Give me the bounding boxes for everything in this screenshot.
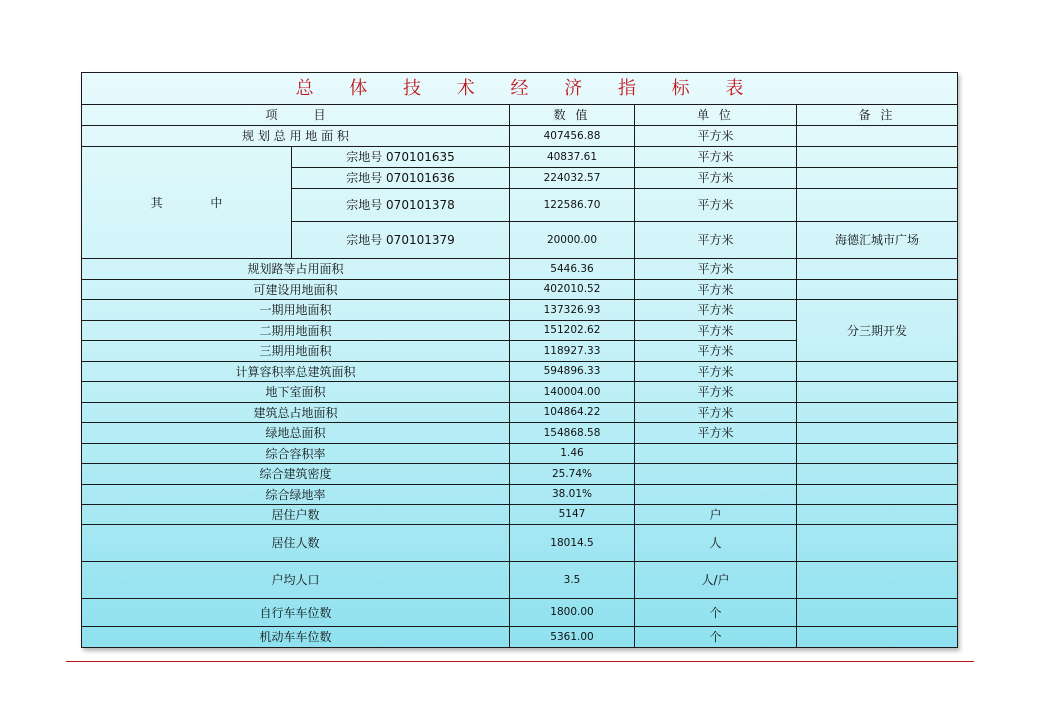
table-row-value: 25.74% [510,464,635,485]
table-row-unit: 平方米 [635,341,797,362]
table-row-value: 1800.00 [510,599,635,627]
phase-remark: 分三期开发 [797,300,957,362]
table-row-value: 40837.61 [510,147,635,168]
table-row-unit: 平方米 [635,300,797,321]
table-row-unit: 个 [635,599,797,627]
table-row-remark: 海德汇城市广场 [797,222,957,259]
table-row-remark [797,189,957,222]
table-row-remark [797,599,957,627]
table-row-item: 综合容积率 [82,444,510,464]
table-row-unit: 平方米 [635,362,797,382]
table-row-value: 224032.57 [510,168,635,189]
table-row-item: 综合绿地率 [82,485,510,505]
header-item: 项目 [82,105,510,126]
table-row-item: 二期用地面积 [82,321,510,341]
table-row-item: 规 划 总 用 地 面 积 [82,126,510,147]
table-row-remark [797,382,957,403]
table-row-remark [797,403,957,423]
table-row-remark [797,147,957,168]
table-row-unit [635,444,797,464]
table-row-unit: 个 [635,627,797,647]
table-row-remark [797,562,957,599]
table-row-unit: 平方米 [635,423,797,444]
table-row-value: 104864.22 [510,403,635,423]
table-row-unit: 平方米 [635,382,797,403]
table-row-unit: 平方米 [635,147,797,168]
table-row-unit: 户 [635,505,797,525]
table-row-item: 机动车车位数 [82,627,510,647]
table-row-value: 5446.36 [510,259,635,280]
table-row-remark [797,362,957,382]
table-row-item: 居住户数 [82,505,510,525]
table-row-value: 140004.00 [510,382,635,403]
footer-divider [66,661,974,662]
table-row-item: 规划路等占用面积 [82,259,510,280]
table-row-unit [635,464,797,485]
table-row-item: 三期用地面积 [82,341,510,362]
table-row-value: 154868.58 [510,423,635,444]
header-unit: 单 位 [635,105,797,126]
table-row-unit: 平方米 [635,126,797,147]
table-row-item: 户均人口 [82,562,510,599]
table-row-value: 18014.5 [510,525,635,562]
table-row-unit: 平方米 [635,259,797,280]
table-row-unit: 平方米 [635,321,797,341]
table-row-item: 宗地号 070101636 [292,168,510,189]
table-row-remark [797,485,957,505]
table-row-value: 594896.33 [510,362,635,382]
table-row-value: 5147 [510,505,635,525]
table-row-remark [797,423,957,444]
table-row-remark [797,280,957,300]
table-row-item: 综合建筑密度 [82,464,510,485]
table-row-value: 402010.52 [510,280,635,300]
table-row-unit: 人/户 [635,562,797,599]
indicator-table [81,72,958,648]
table-title: 总 体 技 术 经 济 指 标 表 [82,73,957,105]
table-row-item: 宗地号 070101378 [292,189,510,222]
table-row-value: 38.01% [510,485,635,505]
table-row-remark [797,525,957,562]
table-row-value: 118927.33 [510,341,635,362]
table-row-remark [797,444,957,464]
table-row-item: 宗地号 070101379 [292,222,510,259]
table-row-unit: 平方米 [635,403,797,423]
table-row-unit [635,485,797,505]
table-row-item: 建筑总占地面积 [82,403,510,423]
table-row-remark [797,168,957,189]
table-row-unit: 平方米 [635,168,797,189]
table-row-remark [797,505,957,525]
table-row-item: 地下室面积 [82,382,510,403]
table-row-item: 居住人数 [82,525,510,562]
table-row-unit: 平方米 [635,280,797,300]
table-row-item: 计算容积率总建筑面积 [82,362,510,382]
table-row-value: 407456.88 [510,126,635,147]
table-row-unit: 平方米 [635,222,797,259]
table-row-item: 可建设用地面积 [82,280,510,300]
table-row-value: 5361.00 [510,627,635,647]
header-remark: 备 注 [797,105,957,126]
table-row-unit: 平方米 [635,189,797,222]
table-row-value: 1.46 [510,444,635,464]
header-value: 数 值 [510,105,635,126]
table-row-remark [797,126,957,147]
table-row-value: 151202.62 [510,321,635,341]
table-row-unit: 人 [635,525,797,562]
table-row-value: 122586.70 [510,189,635,222]
table-row-value: 20000.00 [510,222,635,259]
table-row-item: 一期用地面积 [82,300,510,321]
table-row-item: 宗地号 070101635 [292,147,510,168]
table-row-item: 绿地总面积 [82,423,510,444]
table-row-remark [797,259,957,280]
among-label: 其 中 [82,147,292,259]
table-row-remark [797,627,957,647]
table-row-value: 3.5 [510,562,635,599]
table-row-item: 自行车车位数 [82,599,510,627]
table-row-remark [797,464,957,485]
table-row-value: 137326.93 [510,300,635,321]
